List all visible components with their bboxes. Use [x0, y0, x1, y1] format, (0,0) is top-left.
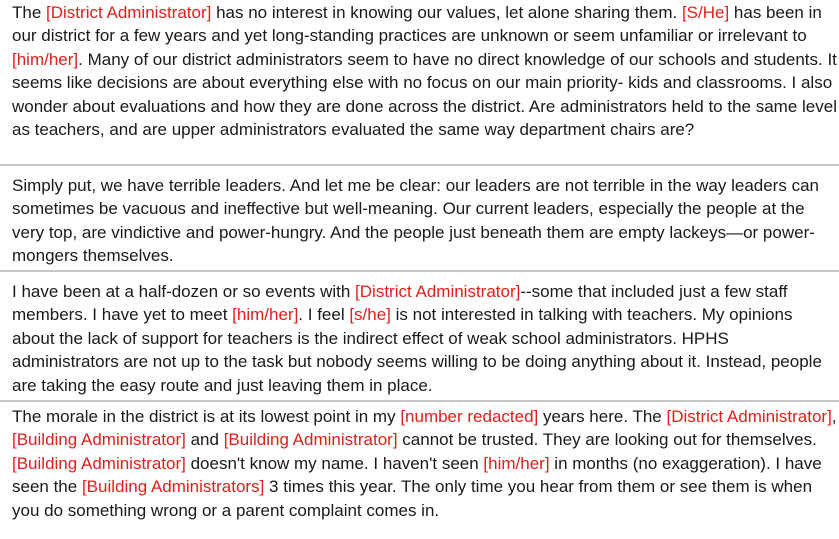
redacted-placeholder: [Building Administrator]	[12, 453, 186, 473]
redacted-placeholder: [Building Administrator]	[12, 430, 186, 450]
redacted-placeholder: [S/He]	[681, 3, 730, 22]
comment-text: . I feel	[298, 305, 350, 325]
redacted-placeholder: [District Administrator]	[355, 282, 521, 301]
comment-text: in months (no exaggeration). I have seen the	[12, 453, 822, 497]
comment-text: I have been at a half-dozen or so events with	[12, 282, 356, 301]
redacted-placeholder: [Building Administrator]	[223, 430, 398, 450]
comment-block	[0, 0, 839, 164]
redacted-placeholder: [him/her]	[232, 305, 299, 325]
comment-text: . Many of our district administrators seem to have no direct knowledge of our schools and students. It seems like decisions are about everything else with no focus on our main priority- kids and classrooms. I also wonder about evaluations and how they are done across the district. Are administrators held to the same level as teachers, and are upper administrators evaluated the same way department chairs are?	[12, 49, 837, 140]
comment-text: and	[185, 430, 224, 450]
comment-text: is not interested in talking with teachers. My opinions about the lack of support for teachers is the indirect effect of weak school administrators. HPHS administrators are not up to the task but nobody seems willing to be doing anything about it. Instead, people are taking the easy route and just leaving them in place.	[12, 305, 822, 395]
redacted-placeholder: [Building Administrators]	[81, 477, 265, 497]
redacted-placeholder: [District Administrator]	[666, 407, 832, 426]
redacted-placeholder: [him/her]	[483, 453, 550, 473]
comment-text: 3 times this year. The only time you hear from them or see them is when you do something wrong or a parent complaint comes in.	[12, 477, 813, 520]
comment-block	[0, 272, 839, 400]
redacted-placeholder: [him/her]	[12, 49, 79, 69]
comment-text: ,	[831, 407, 837, 426]
comment-text: --some that included just a few staff members. I have yet to meet	[12, 282, 788, 325]
comment-text: Simply put, we have terrible leaders. And let me be clear: our leaders are not terrible in the way leaders can sometimes be vacuous and ineffective but well-meaning. Our current leaders, especially the people at the very top, are vindictive and power-hungry. And the people just beneath them are empty lackeys—or power-mongers themselves.	[12, 176, 819, 266]
comment-text: has no interest in knowing our values, let alone sharing them.	[211, 3, 682, 22]
comment-text: cannot be trusted. They are looking out for themselves.	[397, 430, 817, 450]
redacted-placeholder: [District Administrator]	[46, 3, 212, 22]
redacted-placeholder: [s/he]	[349, 305, 391, 325]
comment-text: The morale in the district is at its lowest point in my	[12, 407, 401, 426]
comment-block	[0, 402, 839, 539]
comment-text: The	[12, 3, 47, 22]
comment-text: has been in our district for a few years and yet long-standing practices are unknown or seem unfamiliar or irrelevant to	[12, 3, 822, 46]
comment-text: doesn't know my name. I haven't seen	[185, 453, 484, 473]
comment-block	[0, 166, 839, 270]
comment-text: years here. The	[538, 407, 667, 426]
redacted-placeholder: [number redacted]	[400, 407, 539, 426]
